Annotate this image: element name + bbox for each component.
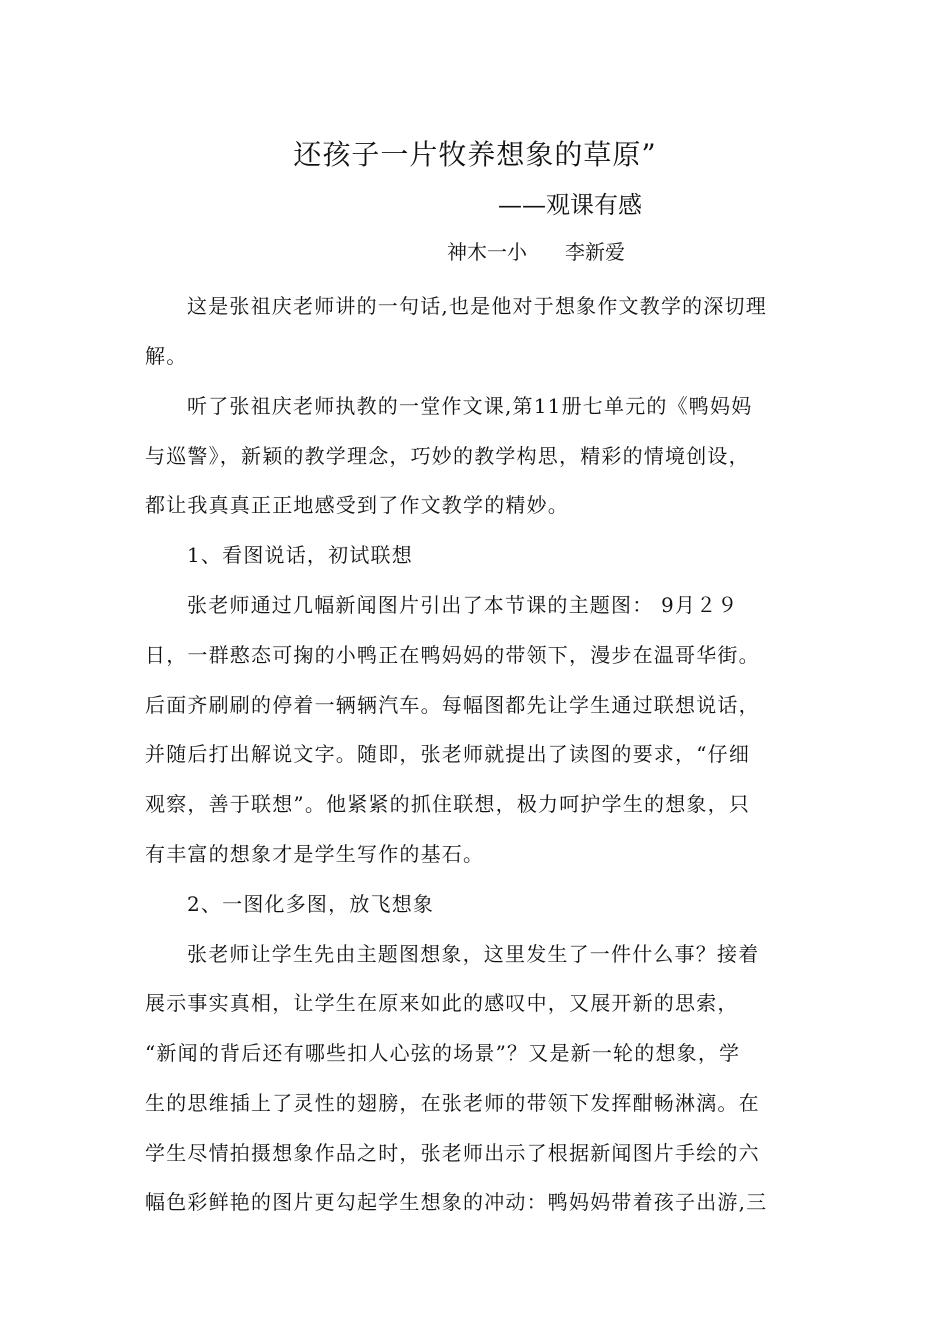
- document-subtitle: ——观课有感: [498, 191, 642, 219]
- paragraph-line: 展示事实真相，让学生在原来如此的感叹中，又展开新的思索，: [145, 991, 739, 1015]
- paragraph-line: 与巡警》，新颖的教学理念，巧妙的教学构思，精彩的情境创设，: [145, 444, 750, 468]
- section-heading: 2、一图化多图，放飞想象: [187, 892, 435, 916]
- author-name: 李新爱: [565, 240, 625, 264]
- section-heading: 1、看图说话，初试联想: [187, 543, 413, 567]
- paragraph-line: 后面齐刷刷的停着一辆辆汽车。每幅图都先让学生通过联想说话，: [145, 693, 760, 717]
- author-school: 神木一小: [447, 240, 527, 264]
- document-title: 还孩子一片牧养想象的草原”: [293, 138, 657, 171]
- paragraph-line: 张老师让学生先由主题图想象，这里发生了一件什么事？接着: [187, 942, 760, 966]
- paragraph-line: 并随后打出解说文字。随即，张老师就提出了读图的要求，“仔细: [145, 742, 751, 766]
- paragraph-line: “新闻的背后还有哪些扣人心弦的场景”？又是新一轮的想象，学: [145, 1041, 741, 1065]
- paragraph-line: 有丰富的想象才是学生写作的基石。: [145, 842, 485, 866]
- paragraph-line: 张老师通过几幅新闻图片引出了本节课的主题图： 9月２９: [187, 593, 739, 617]
- paragraph-line: 都让我真真正正地感受到了作文教学的精妙。: [145, 493, 569, 517]
- author-line: [447, 236, 625, 265]
- paragraph-line: 生的思维插上了灵性的翅膀，在张老师的带领下发挥酣畅淋漓。在: [145, 1091, 760, 1115]
- paragraph-line: 幅色彩鲜艳的图片更勾起学生想象的冲动：鸭妈妈带着孩子出游,三: [145, 1190, 768, 1214]
- paragraph-line: 学生尽情拍摄想象作品之时，张老师出示了根据新闻图片手绘的六: [145, 1141, 760, 1165]
- paragraph-line: 这是张祖庆老师讲的一句话,也是他对于想象作文教学的深切理: [187, 294, 767, 318]
- paragraph-line: 解。: [145, 344, 188, 368]
- paragraph-line: 观察，善于联想”。他紧紧的抓住联想，极力呵护学生的想象，只: [145, 792, 751, 816]
- paragraph-line: 日，一群憨态可掬的小鸭正在鸭妈妈的带领下，漫步在温哥华街。: [145, 643, 760, 667]
- paragraph-line: 听了张祖庆老师执教的一堂作文课,第11册七单元的《鸭妈妈: [187, 394, 753, 418]
